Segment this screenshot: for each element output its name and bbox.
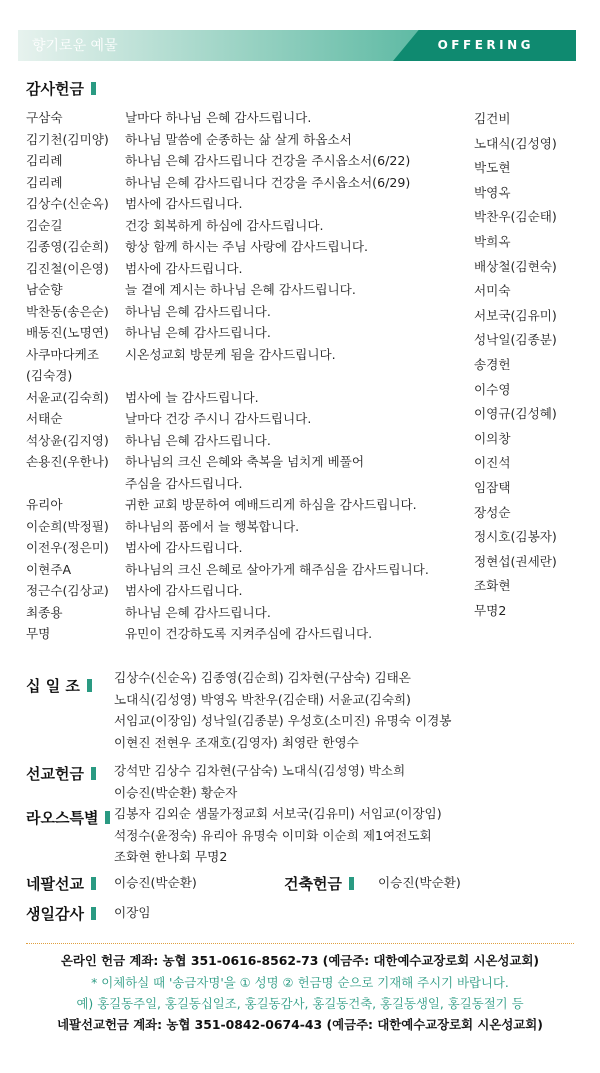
tithe-names	[114, 667, 451, 753]
thanks-row-message: 하나님 은혜 감사드립니다.	[125, 325, 271, 340]
thanks-row-name: 김리례	[26, 174, 63, 190]
thanks-row-message: 시온성교회 방문케 됨을 감사드립니다.	[125, 346, 336, 362]
thanks-row-message: 하나님 은혜 감사드립니다 건강을 주시옵소서(6/29)	[125, 174, 411, 190]
thanks-row-message: 하나님 은혜 감사드립니다.	[125, 432, 271, 448]
thanks-side-name: 임잠택	[474, 479, 511, 495]
thanks-side-name: 박찬우(김순태)	[474, 209, 557, 225]
thanks-row	[26, 408, 476, 430]
thanks-row	[26, 258, 476, 280]
thanks-row-name: 박찬동(송은순)	[26, 303, 109, 319]
thanks-row	[26, 279, 476, 301]
building-title-text: 건축헌금	[284, 875, 342, 893]
thanks-side-name: 송경헌	[474, 356, 511, 372]
thanks-side-name: 이영규(김성혜)	[474, 406, 557, 422]
thanks-side-name: 무명2	[474, 602, 507, 618]
thanks-row-name: 김기천(김미양)	[26, 131, 109, 147]
mission-line: 이승진(박순환) 황순자	[114, 784, 238, 800]
section-marker	[91, 877, 96, 890]
building-title	[284, 873, 354, 894]
thanks-side-name: 박영옥	[474, 184, 511, 200]
thanks-title-text: 감사헌금	[26, 80, 84, 98]
thanks-row	[26, 322, 476, 344]
thanks-row	[26, 473, 476, 495]
mission-title	[26, 763, 96, 784]
section-marker	[91, 82, 96, 95]
thanks-list	[26, 107, 476, 645]
thanks-side-name: 정현섭(권세란)	[474, 553, 557, 569]
thanks-side-name: 서보국(김유미)	[474, 307, 557, 323]
thanks-row-name: 김리례	[26, 153, 63, 168]
nepal-name: 이승진(박순환)	[114, 875, 197, 890]
thanks-row-name: 유리아	[26, 497, 63, 512]
tithe-line: 이현진 전현우 조재호(김영자) 최영란 한영수	[114, 734, 359, 750]
thanks-row-message: 하나님의 크신 은혜로 살아가게 해주심을 감사드립니다.	[125, 561, 429, 577]
thanks-row	[26, 150, 476, 172]
thanks-side-name: 배상철(김현숙)	[474, 258, 557, 274]
online-account: 온라인 헌금 계좌: 농협 351-0616-8562-73 (예금주: 대한예수교장로회 시온성교회)	[60, 953, 540, 968]
laos-title	[26, 807, 110, 828]
tithe-line: 노대식(김성영) 박영옥 박찬우(김순태) 서윤교(김숙희)	[114, 691, 411, 707]
thanks-row	[26, 365, 476, 387]
thanks-row-name: 석상윤(김지영)	[26, 432, 109, 448]
thanks-side-name: 장성순	[474, 504, 511, 520]
tithe-line: 김상수(신순옥) 김종영(김순희) 김차현(구삼숙) 김태온	[114, 670, 411, 685]
thanks-row-message: 범사에 감사드립니다.	[125, 583, 243, 598]
thanks-row	[26, 107, 476, 129]
thanks-row-message: 하나님 은혜 감사드립니다.	[125, 604, 271, 620]
thanks-row	[26, 516, 476, 538]
thanks-row-name: 구삼숙	[26, 110, 63, 125]
nepal-names	[114, 872, 197, 894]
thanks-side-name: 김건비	[474, 111, 511, 126]
thanks-row-name: 김상수(신순옥)	[26, 196, 109, 211]
building-name: 이승진(박순환)	[378, 875, 461, 890]
thanks-row	[26, 301, 476, 323]
tithe-title	[26, 675, 92, 696]
thanks-row-message: 항상 함께 하시는 주님 사랑에 감사드립니다.	[125, 239, 368, 254]
thanks-row-message: 유민이 건강하도록 지켜주심에 감사드립니다.	[125, 626, 373, 641]
thanks-row	[26, 129, 476, 151]
thanks-row-name: 이현주A	[26, 561, 72, 577]
section-marker	[91, 767, 96, 780]
building-names	[378, 872, 461, 894]
thanks-row-name: 손용진(우한나)	[26, 454, 109, 469]
transfer-example: 예) 홍길동주일, 홍길동십일조, 홍길동감사, 홍길동건축, 홍길동생일, 홍길동절기 등	[76, 996, 524, 1011]
thanks-row-message: 늘 곁에 계시는 하나님 은혜 감사드립니다.	[125, 282, 356, 297]
thanks-row-name: 김진철(이은영)	[26, 260, 109, 276]
thanks-row-message: 하나님의 크신 은혜와 축복을 넘치게 베풀어	[125, 454, 364, 469]
tithe-title-text: 십 일 조	[26, 677, 80, 695]
mission-names	[114, 760, 405, 803]
thanks-row-name: 이전우(정은미)	[26, 540, 109, 555]
thanks-row	[26, 451, 476, 473]
offering-header	[18, 30, 576, 61]
thanks-side-name: 서미숙	[474, 283, 511, 299]
section-marker	[91, 907, 96, 920]
nepal-title	[26, 873, 96, 894]
mission-line: 강석만 김상수 김차현(구삼숙) 노대식(김성영) 박소희	[114, 763, 406, 778]
thanks-row-name	[26, 473, 125, 495]
thanks-row-message: 범사에 감사드립니다.	[125, 540, 243, 555]
thanks-row-message: 귀한 교회 방문하여 예배드리게 하심을 감사드립니다.	[125, 497, 417, 512]
thanks-row	[26, 537, 476, 559]
header-english: OFFERING	[437, 38, 534, 52]
thanks-side-list	[474, 107, 584, 623]
section-marker	[349, 877, 354, 890]
thanks-row-name: 김종영(김순희)	[26, 239, 109, 254]
laos-line: 김봉자 김외순 샘물가정교회 서보국(김유미) 서임교(이장임)	[114, 806, 442, 821]
thanks-row-name: 남순향	[26, 282, 63, 297]
thanks-row-message: 하나님의 품에서 늘 행복합니다.	[125, 518, 300, 534]
birthday-names	[114, 902, 151, 924]
thanks-side-name: 박희옥	[474, 233, 511, 249]
thanks-row-name: 김순길	[26, 217, 63, 233]
section-marker	[87, 679, 92, 692]
thanks-side-name: 이의창	[474, 430, 511, 446]
thanks-row-message: 날마다 건강 주시니 감사드립니다.	[125, 411, 312, 426]
tithe-line: 서임교(이장임) 성낙일(김종분) 우성호(소미진) 유명숙 이경봉	[114, 713, 452, 728]
thanks-row	[26, 344, 476, 366]
laos-line: 조화현 한나회 무명2	[114, 849, 228, 864]
laos-names	[114, 803, 442, 868]
thanks-row	[26, 602, 476, 624]
thanks-side-name: 성낙일(김종분)	[474, 332, 557, 348]
thanks-row-message: 주심을 감사드립니다.	[125, 475, 243, 491]
thanks-row	[26, 193, 476, 215]
thanks-row-name: (김숙경)	[26, 368, 73, 383]
thanks-row	[26, 215, 476, 237]
laos-title-text: 라오스특별	[26, 809, 99, 827]
birthday-title-text: 생일감사	[26, 905, 84, 923]
thanks-row-name: 정근수(김상교)	[26, 583, 109, 598]
thanks-title	[26, 78, 96, 99]
nepal-title-text: 네팔선교	[26, 875, 84, 893]
thanks-row-name: 무명	[26, 626, 51, 641]
thanks-side-name: 박도현	[474, 160, 511, 176]
thanks-row-message: 하나님 말씀에 순종하는 삶 살게 하옵소서	[125, 131, 352, 147]
thanks-row-message: 날마다 하나님 은혜 감사드립니다.	[125, 110, 312, 125]
header-title: 향기로운 예물	[32, 38, 118, 54]
nepal-account: 네팔선교헌금 계좌: 농협 351-0842-0674-43 (예금주: 대한예수교장로회 시온성교회)	[57, 1017, 543, 1032]
thanks-row-name: 서윤교(김숙희)	[26, 389, 109, 405]
thanks-row-message: 하나님 은혜 감사드립니다 건강을 주시옵소서(6/22)	[125, 153, 411, 168]
thanks-row	[26, 172, 476, 194]
thanks-side-name: 정시호(김봉자)	[474, 529, 557, 545]
mission-title-text: 선교헌금	[26, 765, 84, 783]
thanks-row-message	[125, 365, 476, 387]
thanks-row-message: 범사에 감사드립니다.	[125, 260, 243, 276]
thanks-row	[26, 236, 476, 258]
thanks-row-message: 범사에 늘 감사드립니다.	[125, 389, 259, 405]
thanks-row	[26, 580, 476, 602]
thanks-row-name: 이순희(박정필)	[26, 518, 109, 534]
thanks-side-name: 조화현	[474, 578, 511, 594]
birthday-title	[26, 903, 96, 924]
section-marker	[105, 811, 110, 824]
thanks-row-message: 범사에 감사드립니다.	[125, 196, 243, 211]
thanks-side-name: 이수영	[474, 381, 511, 397]
birthday-name: 이장임	[114, 905, 151, 920]
footer-divider	[26, 943, 574, 944]
thanks-row	[26, 387, 476, 409]
thanks-row	[26, 559, 476, 581]
thanks-row-name: 배동진(노명연)	[26, 325, 109, 340]
thanks-row-name: 최종용	[26, 604, 63, 620]
thanks-row-name: 서태순	[26, 411, 63, 426]
laos-line: 석정수(윤정숙) 유리아 유명숙 이미화 이순희 제1여전도회	[114, 827, 432, 843]
thanks-row	[26, 494, 476, 516]
thanks-row	[26, 623, 476, 645]
transfer-note: * 이체하실 때 '송금자명'을 ① 성명 ② 헌금명 순으로 기재해 주시기 바랍니다.	[91, 975, 509, 990]
thanks-side-name: 이진석	[474, 455, 511, 471]
thanks-row-message: 건강 회복하게 하심에 감사드립니다.	[125, 217, 324, 233]
thanks-row	[26, 430, 476, 452]
thanks-side-name: 노대식(김성영)	[474, 135, 557, 151]
thanks-row-message: 하나님 은혜 감사드립니다.	[125, 303, 271, 319]
thanks-row-name: 사쿠마다케조	[26, 346, 99, 362]
